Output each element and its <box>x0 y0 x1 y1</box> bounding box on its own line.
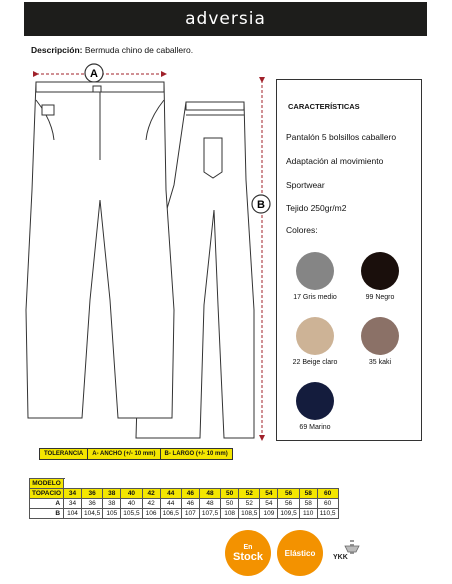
table-cell: 104 <box>64 509 82 519</box>
length-marker-label: B <box>257 199 265 211</box>
table-cell: 50 <box>221 499 239 509</box>
color-swatch-kaki <box>361 317 399 355</box>
size-header-cell: 46 <box>181 489 199 499</box>
table-row <box>30 499 339 509</box>
stock-badge-bottom: Stock <box>233 550 263 563</box>
table-cell: 60 <box>317 499 338 509</box>
size-header-cell: 56 <box>278 489 299 499</box>
in-stock-badge <box>225 530 271 576</box>
width-marker-label: A <box>90 68 98 80</box>
characteristics-title: CARACTERÍSTICAS <box>288 102 360 111</box>
description-label: Descripción: <box>31 45 83 55</box>
table-cell: 109,5 <box>278 509 299 519</box>
color-swatch-beige-claro <box>296 317 334 355</box>
product-description <box>31 45 193 55</box>
table-cell: 107 <box>181 509 199 519</box>
color-label: 99 Negro <box>365 294 395 301</box>
color-swatch-negro <box>361 252 399 290</box>
size-header-row <box>30 489 339 499</box>
size-header-cell: 44 <box>160 489 181 499</box>
size-header-cell: 40 <box>121 489 142 499</box>
table-cell: 108,5 <box>239 509 260 519</box>
characteristics-panel <box>276 79 422 441</box>
size-header-cell: 42 <box>142 489 160 499</box>
size-header-cell: 34 <box>64 489 82 499</box>
tolerance-width: A- ANCHO (+/- 10 mm) <box>88 449 160 459</box>
feature-item: Pantalón 5 bolsillos caballero <box>286 132 397 142</box>
color-label: 17 Gris medio <box>293 294 337 301</box>
tolerance-length: B- LARGO (+/- 10 mm) <box>164 451 228 457</box>
trousers-technical-drawing <box>14 60 284 445</box>
color-swatch-gris-medio <box>296 252 334 290</box>
size-header-cell: 60 <box>317 489 338 499</box>
table-cell: 52 <box>239 499 260 509</box>
table-cell: 48 <box>199 499 220 509</box>
feature-item: Tejido 250gr/m2 <box>286 203 347 213</box>
table-cell: 105 <box>103 509 121 519</box>
table-cell: 106 <box>142 509 160 519</box>
table-cell: 106,5 <box>160 509 181 519</box>
table-cell: 54 <box>260 499 278 509</box>
size-header-cell: 54 <box>260 489 278 499</box>
table-cell: 110,5 <box>317 509 338 519</box>
row-label: A <box>30 499 64 509</box>
size-header-cell: 58 <box>299 489 317 499</box>
size-header-cell: 50 <box>221 489 239 499</box>
table-cell: 36 <box>82 499 103 509</box>
size-header-cell: 36 <box>82 489 103 499</box>
table-cell: 107,5 <box>199 509 220 519</box>
colors-label: Colores: <box>286 225 318 235</box>
ykk-label: YKK <box>333 554 348 561</box>
table-cell: 108 <box>221 509 239 519</box>
brand-logo: adversia <box>185 9 266 29</box>
table-cell: 40 <box>121 499 142 509</box>
row-label: B <box>30 509 64 519</box>
table-cell: 105,5 <box>121 509 142 519</box>
table-cell: 110 <box>299 509 317 519</box>
color-label: 69 Marino <box>299 424 331 431</box>
model-row <box>30 479 339 489</box>
header-bar <box>24 2 427 36</box>
table-cell: 56 <box>278 499 299 509</box>
description-text: Bermuda chino de caballero. <box>84 45 194 55</box>
stock-badge-top: En <box>243 543 253 551</box>
front-view <box>26 82 174 418</box>
elastic-badge <box>277 530 323 576</box>
size-header-cell: 38 <box>103 489 121 499</box>
color-label: 35 kaki <box>368 359 392 366</box>
tolerance-label: TOLERANCIA <box>40 449 88 459</box>
size-header-cell: 52 <box>239 489 260 499</box>
table-cell: 42 <box>142 499 160 509</box>
tolerance-strip <box>39 448 233 460</box>
table-cell: 34 <box>64 499 82 509</box>
elastic-badge-label: Elástico <box>284 548 316 558</box>
color-swatch-marino <box>296 382 334 420</box>
feature-item: Sportwear <box>286 180 325 190</box>
table-cell: 104,5 <box>82 509 103 519</box>
topic-label: TOPACIO <box>30 489 64 499</box>
table-cell: 58 <box>299 499 317 509</box>
model-label: MODELO <box>30 479 64 489</box>
color-label: 22 Beige claro <box>292 359 338 366</box>
table-cell: 38 <box>103 499 121 509</box>
size-header-cell: 48 <box>199 489 220 499</box>
table-cell: 44 <box>160 499 181 509</box>
table-row <box>30 509 339 519</box>
table-cell: 109 <box>260 509 278 519</box>
feature-item: Adaptación al movimiento <box>286 156 384 166</box>
table-cell: 46 <box>181 499 199 509</box>
size-table <box>29 478 339 519</box>
